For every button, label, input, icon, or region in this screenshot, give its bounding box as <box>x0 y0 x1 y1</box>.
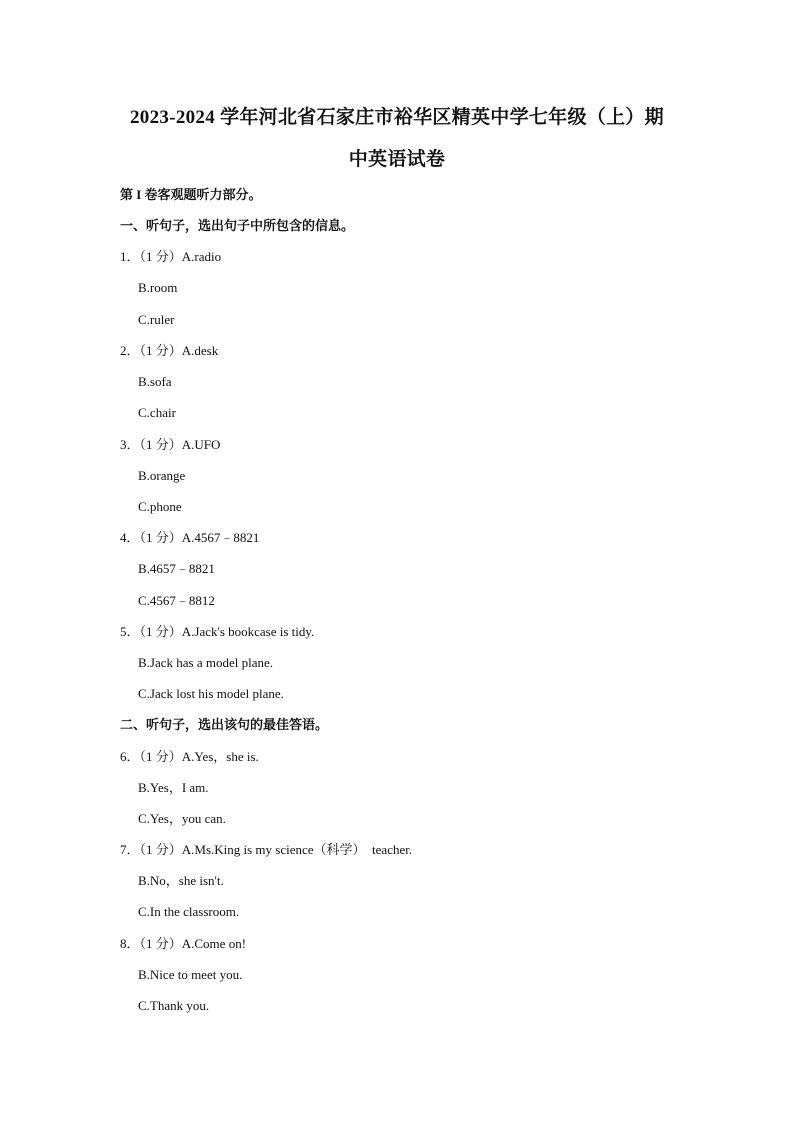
page-title-continued: 中英语试卷 <box>348 149 446 170</box>
question-4-option-b: B.4657﹣8821 <box>138 561 215 576</box>
question-6-option-b: B.Yes，I am. <box>138 780 209 795</box>
question-8-stem: 8．（1 分）A.Come on! <box>120 936 247 951</box>
question-7-stem: 7．（1 分）A.Ms.King is my science（科学） teacher. <box>120 842 413 857</box>
question-1-stem: 1．（1 分）A.radio <box>120 249 222 264</box>
question-3-option-b: B.orange <box>138 468 186 483</box>
question-2-option-c: C.chair <box>138 405 176 420</box>
question-3-stem: 3．（1 分）A.UFO <box>120 437 221 452</box>
question-7-option-c: C.In the classroom. <box>138 904 240 919</box>
question-2-option-b: B.sofa <box>138 374 172 389</box>
part1-heading: 一、听句子，选出句子中所包含的信息。 <box>120 218 355 233</box>
question-8-option-b: B.Nice to meet you. <box>138 967 243 982</box>
section-header: 第 I 卷客观题听力部分。 <box>120 187 262 202</box>
page-title: 2023-2024 学年河北省石家庄市裕华区精英中学七年级（上）期 <box>130 107 664 128</box>
question-5-option-b: B.Jack has a model plane. <box>138 655 274 670</box>
part2-heading: 二、听句子，选出该句的最佳答语。 <box>120 717 329 732</box>
question-8-option-c: C.Thank you. <box>138 998 210 1013</box>
question-4-stem: 4．（1 分）A.4567﹣8821 <box>120 530 260 545</box>
question-7-option-b: B.No，she isn't. <box>138 873 224 888</box>
question-3-option-c: C.phone <box>138 499 182 514</box>
question-5-option-c: C.Jack lost his model plane. <box>138 686 284 701</box>
question-6-stem: 6．（1 分）A.Yes，she is. <box>120 749 259 764</box>
question-4-option-c: C.4567﹣8812 <box>138 593 215 608</box>
question-1-option-c: C.ruler <box>138 312 175 327</box>
question-6-option-c: C.Yes，you can. <box>138 811 226 826</box>
question-2-stem: 2．（1 分）A.desk <box>120 343 219 358</box>
question-1-option-b: B.room <box>138 280 178 295</box>
question-5-stem: 5．（1 分）A.Jack's bookcase is tidy. <box>120 624 315 639</box>
